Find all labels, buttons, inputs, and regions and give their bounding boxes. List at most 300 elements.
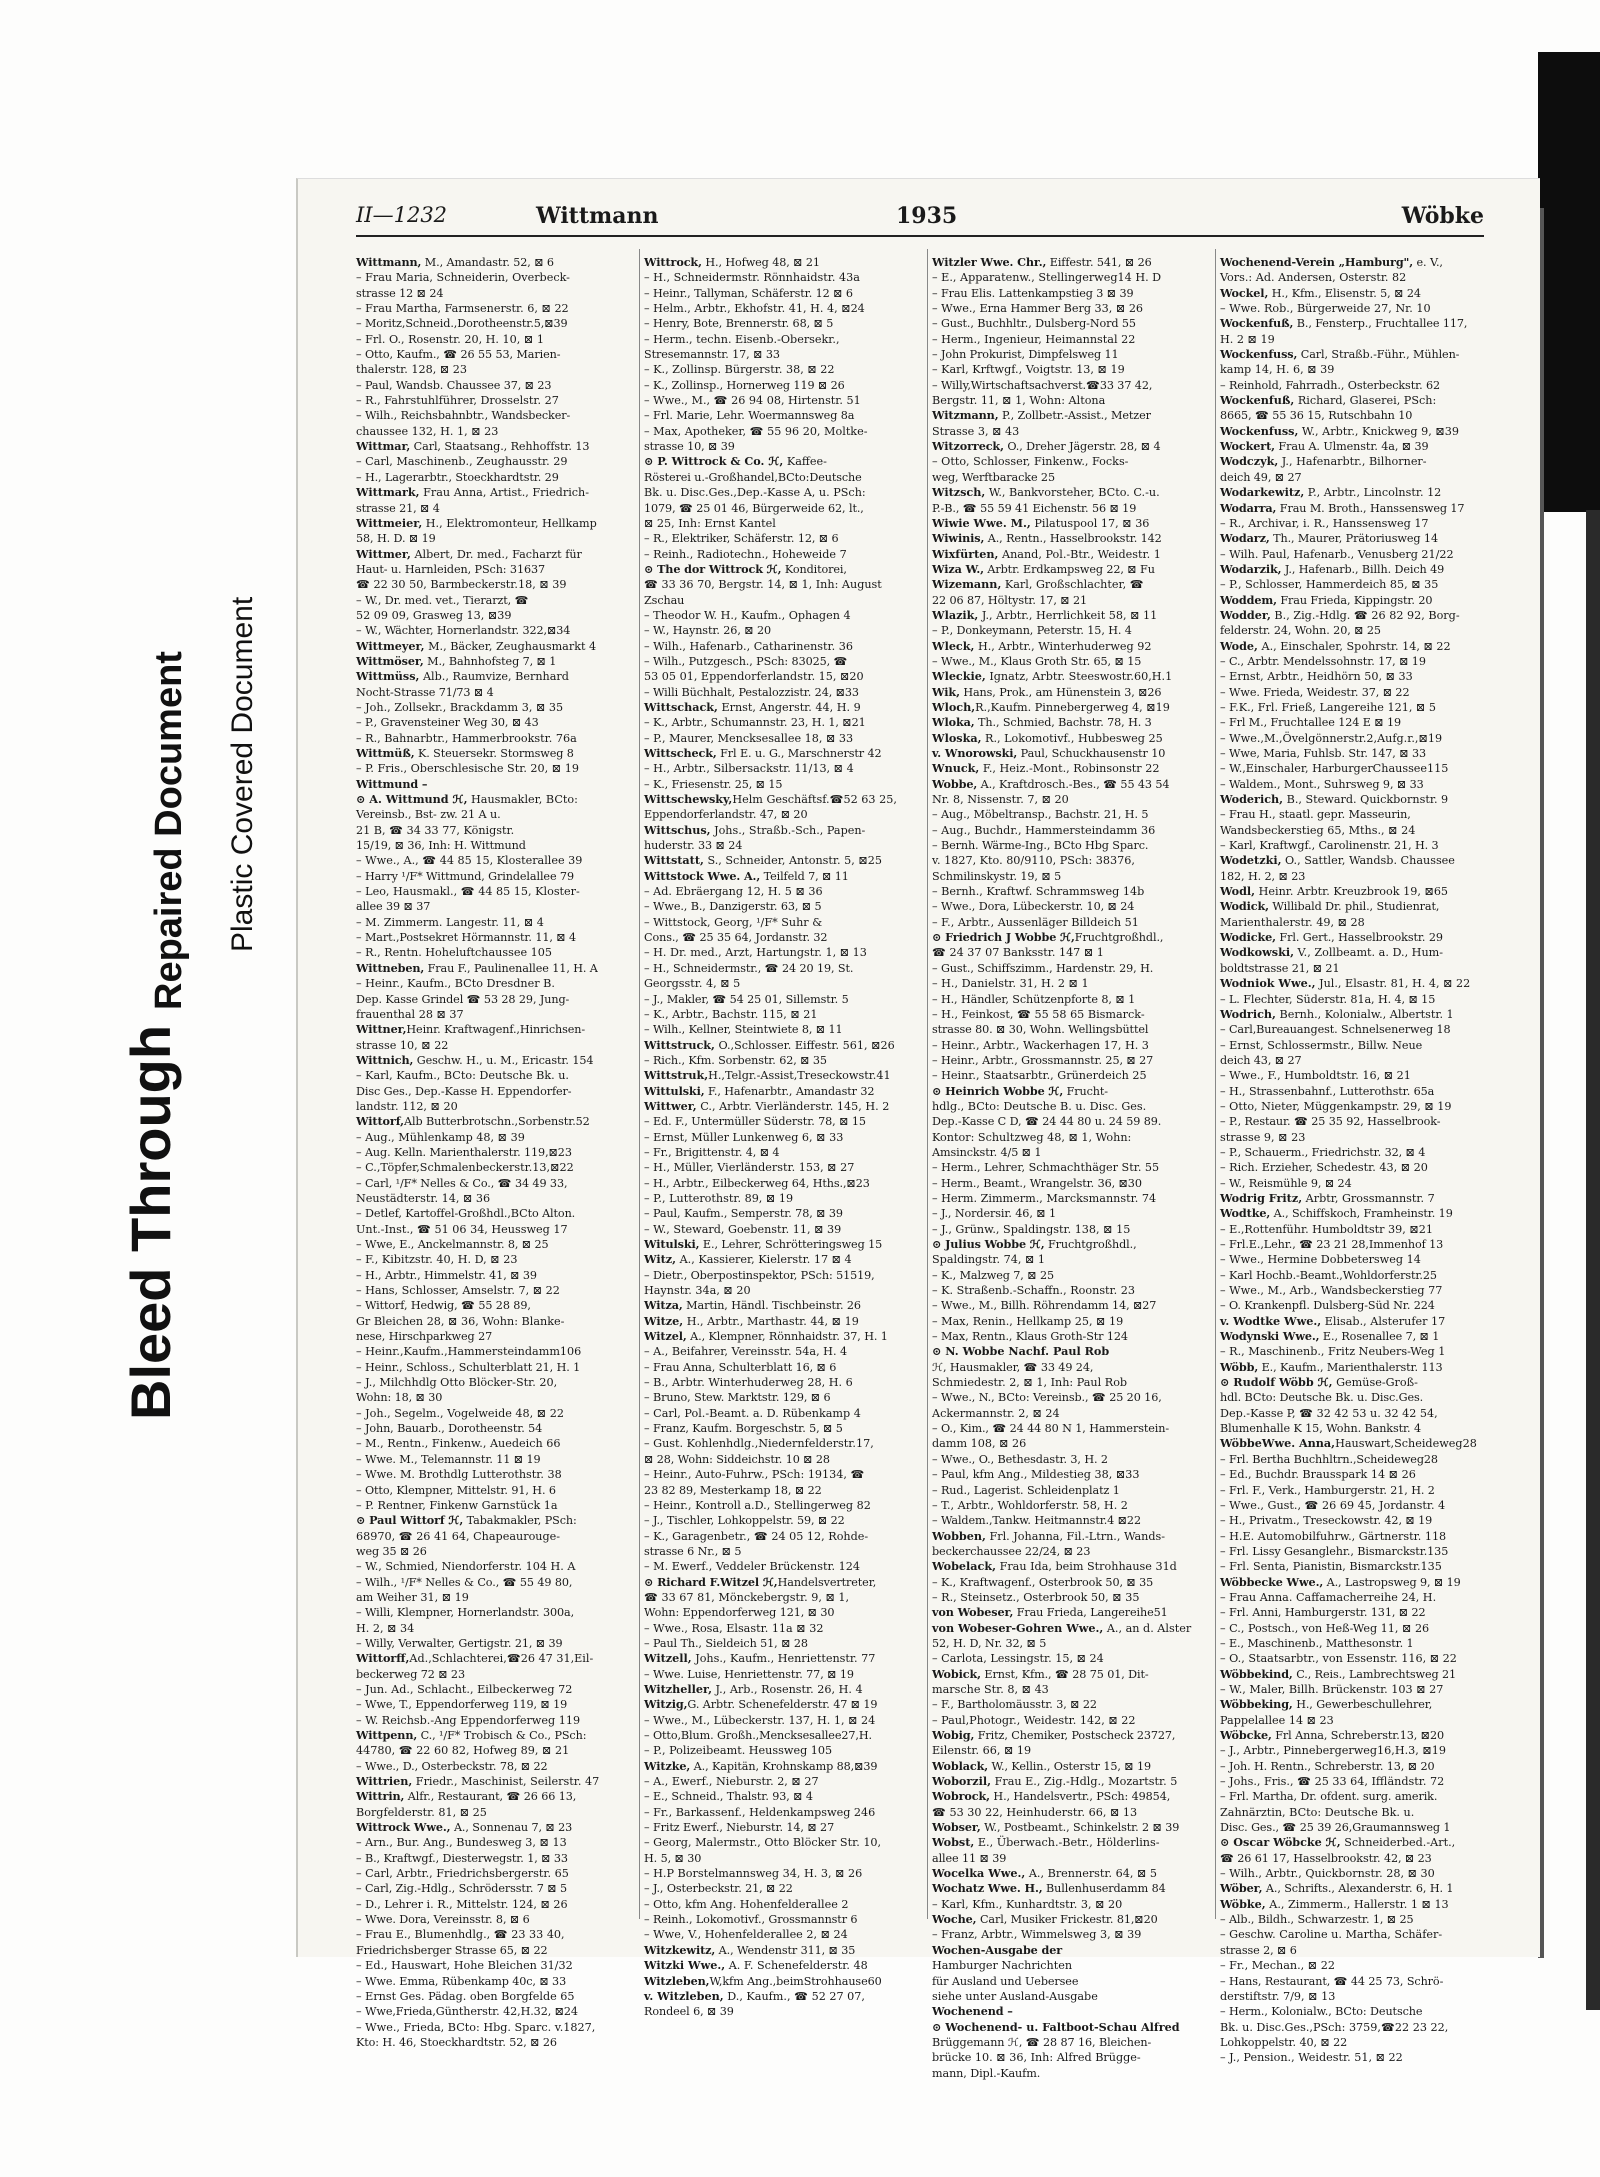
directory-entry-line: – J., Pension., Weidestr. 51, ⊠ 22	[1220, 2051, 1403, 2065]
directory-entry-line: – Wwe, Maria, Fuhlsb. Str. 147, ⊠ 33	[1220, 747, 1426, 760]
directory-entry-line: – F., Bartholomäusstr. 3, ⊠ 22	[932, 1698, 1097, 1712]
directory-entry-line: ⊙ Heinrich Wobbe ℋ, Frucht-	[932, 1083, 1108, 1098]
entry-surname: Wodczyk,	[1220, 454, 1279, 469]
directory-entry-line: – Carl, ¹/F* Nelles & Co., ☎ 34 49 33,	[356, 1176, 568, 1190]
directory-entry-line: Wlazik, J., Arbtr., Herrlichkeit 58, ⊠ 11	[932, 607, 1158, 622]
directory-entry-line: felderstr. 24, Wohn. 20, ⊠ 25	[1220, 624, 1381, 638]
directory-entry-line: – Heinr., Tallyman, Schäferstr. 12 ⊠ 6	[644, 286, 853, 300]
directory-entry-line: – Carl, Pol.-Beamt. a. D. Rübenkamp 4	[644, 1406, 861, 1420]
directory-entry-line: ⊙ Friedrich J Wobbe ℋ,Fruchtgroßhdl.,	[932, 930, 1164, 945]
directory-entry-line: – H., Arbtr., Silbersackstr. 11/13, ⊠ 4	[644, 762, 854, 776]
directory-entry-line: Witza, Martin, Händl. Tischbeinstr. 26	[644, 1298, 861, 1313]
directory-entry-line: – W., Steward, Goebenstr. 11, ⊠ 39	[644, 1222, 842, 1236]
directory-entry-line: – P., Gravensteiner Weg 30, ⊠ 43	[356, 716, 539, 730]
directory-entry-line: – Carl, Maschinenb., Zeughausstr. 29	[356, 455, 568, 469]
directory-entry-line: – R., Archivar, i. R., Hanssensweg 17	[1220, 516, 1429, 530]
directory-entry-line: – C., Postsch., von Heß-Weg 11, ⊠ 26	[1220, 1621, 1430, 1635]
directory-entry-line: – J., Arbtr., Pinnebergerweg16,H.3, ⊠19	[1220, 1744, 1447, 1758]
entry-surname: Wleckie,	[932, 669, 986, 684]
directory-entry-line: – Carl, Zig.-Hdlg., Schrödersstr. 7 ⊠ 5	[356, 1882, 567, 1896]
directory-entry-line: derstiftstr. 7/9, ⊠ 13	[1220, 1989, 1336, 2003]
directory-entry-line: – R., Bahnarbtr., Hammerbrookstr. 76a	[356, 731, 577, 745]
directory-entry-line: von Wobeser, Frau Frieda, Langereihe51	[932, 1605, 1168, 1620]
directory-entry-line: – Frau E., Blumenhdlg., ☎ 23 33 40,	[356, 1928, 565, 1942]
entry-surname: Wittrock,	[644, 255, 702, 269]
entry-surname: Wodarra,	[1220, 500, 1277, 515]
entry-surname: Wobig,	[932, 1728, 975, 1742]
directory-entry-line: Wittneben, Frau F., Paulinenallee 11, H. A	[356, 960, 598, 975]
directory-entry-line: – Otto, Nieter, Müggenkampstr. 29, ⊠ 19	[1220, 1099, 1452, 1113]
entry-surname: Wöbbekind,	[1220, 1666, 1293, 1681]
directory-entry-line: Dep.-Kasse C D, ☎ 24 44 80 u. 24 59 89.	[932, 1115, 1162, 1129]
directory-entry-line: – W., Dr. med. vet., Tierarzt, ☎	[356, 593, 529, 607]
entry-surname: Wodicke,	[1220, 930, 1276, 945]
directory-entry-line: Wodl, Heinr. Arbtr. Kreuzbrook 19, ⊠65	[1220, 884, 1449, 899]
directory-entry-line: – H., Händler, Schützenpforte 8, ⊠ 1	[932, 992, 1136, 1006]
directory-entry-line: Wochenend-Verein „Hamburg", e. V.,	[1220, 255, 1443, 269]
directory-entry-line: strasse 12 ⊠ 24	[356, 286, 444, 300]
directory-entry-line: ⊙ Richard F.Witzel ℋ,Handelsvertreter,	[644, 1574, 877, 1589]
directory-entry-line: – John, Bauarb., Dorotheenstr. 54	[356, 1422, 543, 1436]
directory-entry-line: Wittorf,Alb Butterbrotschn.,Sorbenstr.52	[356, 1114, 590, 1129]
directory-entry-line: Vereinsb., Bst- zw. 21 A u.	[356, 808, 501, 822]
directory-entry-line: – M. Zimmerm. Langestr. 11, ⊠ 4	[356, 915, 544, 929]
directory-entry-line: – Ernst Ges. Pädag. oben Borgfelde 65	[356, 1989, 575, 2003]
directory-entry-line: – Karl Hochb.-Beamt.,Wohldorferstr.25	[1220, 1268, 1437, 1282]
directory-entry-line: Wittrock Wwe., A., Sonnenau 7, ⊠ 23	[356, 1820, 573, 1835]
entry-surname: Wode,	[1220, 638, 1258, 653]
directory-entry-line: Disc. Ges., ☎ 25 39 26,Graumannsweg 1	[1220, 1821, 1451, 1835]
entry-surname: Wobbe,	[932, 776, 978, 791]
directory-entry-line: – J., Tischler, Lohkoppelstr. 59, ⊠ 22	[644, 1514, 845, 1528]
directory-entry-line: – Max, Apotheker, ☎ 55 96 20, Moltke-	[644, 424, 868, 438]
directory-entry-line: – Willi, Klempner, Hornerlandstr. 300a,	[356, 1606, 575, 1620]
directory-entry-line: – R., Rentn. Hoheluftchaussee 105	[356, 946, 553, 960]
directory-page	[296, 178, 1540, 2080]
directory-entry-line: – M., Rentn., Finkenw., Auedeich 66	[356, 1437, 561, 1451]
directory-entry-line: – Willy, Verwalter, Gertigstr. 21, ⊠ 39	[356, 1636, 563, 1650]
directory-entry-line: – Frl. Anni, Hamburgerstr. 131, ⊠ 22	[1220, 1606, 1426, 1620]
directory-entry-line: – H., Danielstr. 31, H. 2 ⊠ 1	[932, 977, 1089, 991]
entry-surname: Wloch,	[932, 699, 976, 714]
directory-entry-line: 52 09 09, Grasweg 13, ⊠39	[356, 608, 512, 622]
directory-entry-line: Wockenfuss, W., Arbtr., Knickweg 9, ⊠39	[1220, 423, 1459, 438]
directory-entry-line: Wockenfuss, Carl, Straßb.-Führ., Mühlen-	[1220, 347, 1460, 362]
directory-entry-line: – Wwe. Emma, Rübenkamp 40c, ⊠ 33	[356, 1974, 567, 1988]
directory-entry-line: 8665, ☎ 55 36 15, Rutschbahn 10	[1220, 409, 1413, 423]
directory-entry-line: – Wwe.,M.,Övelgönnerstr.2,Aufg.r.,⊠19	[1220, 731, 1443, 745]
directory-entry-line: strasse 21, ⊠ 4	[356, 501, 440, 515]
directory-entry-line: – Ernst, Arbtr., Heidhörn 50, ⊠ 33	[1220, 670, 1413, 684]
directory-entry-line: – Wwe., Dora, Lübeckerstr. 10, ⊠ 24	[932, 900, 1135, 914]
directory-entry-line: Wittrock, H., Hofweg 48, ⊠ 21	[644, 255, 820, 269]
column-2	[644, 255, 926, 2019]
entry-surname: v. Witzleben,	[644, 1988, 724, 2003]
directory-entry-line: Wöbbecke Wwe., A., Lastropsweg 9, ⊠ 19	[1220, 1574, 1461, 1589]
directory-entry-line: Wleckie, Ignatz, Arbtr. Steeswostr.60,H.1	[932, 669, 1173, 684]
directory-entry-line: Rondeel 6, ⊠ 39	[644, 2005, 734, 2019]
directory-entry-line: – H., Arbtr., Eilbeckerweg 64, Hths.,⊠23	[644, 1176, 870, 1190]
directory-entry-line: – Rich. Erzieher, Schedestr. 43, ⊠ 20	[1220, 1161, 1428, 1175]
directory-entry-line: – A., Ewerf., Nieburstr. 2, ⊠ 27	[644, 1775, 819, 1789]
directory-entry-line: – Wittorf, Hedwig, ☎ 55 28 89,	[356, 1299, 531, 1313]
directory-entry-line: – Frl. F., Verk., Hamburgerstr. 21, H. 2	[1220, 1483, 1435, 1497]
directory-entry-line: – C.,Töpfer,Schmalenbeckerstr.13,⊠22	[356, 1161, 574, 1175]
entry-surname: Wochenend-Verein „Hamburg",	[1220, 255, 1414, 269]
directory-entry-line: – Franz, Kaufm. Borgeschstr. 5, ⊠ 5	[644, 1422, 843, 1436]
directory-entry-line: – L. Flechter, Süderstr. 81a, H. 4, ⊠ 15	[1220, 992, 1436, 1006]
directory-entry-line: beckerweg 72 ⊠ 23	[356, 1667, 465, 1681]
directory-entry-line: strasse 9, ⊠ 23	[1220, 1130, 1306, 1144]
directory-entry-line: – Reinh., Lokomotivf., Grossmannstr 6	[644, 1913, 858, 1927]
directory-entry-line: – Wwe., O., Bethesdastr. 3, H. 2	[932, 1452, 1108, 1466]
directory-entry-line: – Ed., Buchdr. Brausspark 14 ⊠ 26	[1220, 1468, 1416, 1482]
directory-entry-line: – Frl. Lissy Gesanglehr., Bismarckstr.135	[1220, 1544, 1449, 1558]
entry-surname: ⊙ A. Wittmund ℋ,	[356, 792, 468, 807]
entry-surname: ⊙ Paul Wittorf ℋ,	[356, 1513, 464, 1528]
directory-entry-line: Wockert, Frau A. Ulmenstr. 4a, ⊠ 39	[1220, 439, 1429, 454]
directory-entry-line: – P., Restaur. ☎ 25 35 92, Hasselbrook-	[1220, 1115, 1441, 1129]
entry-surname: Wockel,	[1220, 285, 1269, 300]
directory-entry-line: – Arn., Bur. Ang., Bundesweg 3, ⊠ 13	[356, 1836, 567, 1850]
directory-entry-line: – K., Arbtr., Schumannstr. 23, H. 1, ⊠21	[644, 716, 866, 730]
directory-entry-line: – J., Makler, ☎ 54 25 01, Sillemstr. 5	[644, 992, 849, 1006]
entry-surname: von Wobeser,	[932, 1605, 1014, 1620]
directory-entry-line: Wodrig Fritz, Arbtr, Grossmannstr. 7	[1220, 1190, 1435, 1205]
directory-entry-line: – Karl, Krftwgf., Voigtstr. 13, ⊠ 19	[932, 363, 1125, 377]
entry-surname: Wodarz,	[1220, 531, 1270, 546]
directory-entry-line: P.-B., ☎ 55 59 41 Eichenstr. 56 ⊠ 19	[932, 501, 1137, 515]
directory-entry-line: – T., Arbtr., Wohldorferstr. 58, H. 2	[932, 1498, 1128, 1512]
entry-surname: Wochenend –	[932, 2004, 1013, 2019]
directory-entry-line: – J., Nordersir. 46, ⊠ 1	[932, 1207, 1056, 1221]
entry-surname: Wodder,	[1220, 607, 1271, 622]
column-3	[932, 255, 1214, 2080]
directory-entry-line: Wittulski, F., Hafenarbtr., Amandastr 32	[644, 1083, 875, 1098]
entry-surname: Witzheller,	[644, 1681, 712, 1696]
directory-entry-line: strasse 10, ⊠ 39	[644, 440, 735, 454]
directory-entry-line: mann, Dipl.-Kaufm.	[932, 2066, 1041, 2080]
directory-entry-line: Witzsch, W., Bankvorsteher, BCto. C.-u.	[932, 485, 1160, 500]
directory-entry-line: – F., Arbtr., Aussenläger Billdeich 51	[932, 915, 1139, 929]
directory-entry-line: – W., Maler, Billh. Brückenstr. 103 ⊠ 27	[1220, 1682, 1444, 1696]
entry-surname: Wittmeier,	[356, 515, 423, 530]
directory-entry-line: – P., Donkeymann, Peterstr. 15, H. 4	[932, 624, 1132, 638]
directory-entry-line: – B., Arbtr. Winterhuderweg 28, H. 6	[644, 1376, 853, 1390]
entry-surname: Wizemann,	[932, 577, 1002, 592]
header-rule	[356, 235, 1484, 237]
directory-entry-line: – Rud., Lagerist. Schleidenplatz 1	[932, 1483, 1120, 1497]
entry-surname: von Wobeser-Gohren Wwe.,	[932, 1620, 1104, 1635]
entry-surname: Wobser,	[932, 1820, 981, 1835]
directory-entry-line: – Frl. O., Rosenstr. 20, H. 10, ⊠ 1	[356, 332, 544, 346]
directory-entry-line: weg 35 ⊠ 26	[356, 1544, 427, 1558]
directory-entry-line: – Waldem.,Tankw. Heitmannstr.4 ⊠22	[932, 1514, 1141, 1528]
directory-entry-line: – P. Rentner, Finkenw Garnstück 1a	[356, 1498, 558, 1512]
directory-entry-line: – W., Schmied, Niendorferstr. 104 H. A	[356, 1560, 576, 1574]
entry-surname: Wittschus,	[644, 822, 711, 837]
entry-surname: ⊙ Heinrich Wobbe ℋ,	[932, 1083, 1064, 1098]
directory-entry-line: Eilenstr. 66, ⊠ 19	[932, 1744, 1032, 1758]
directory-entry-line: – K., Garagenbetr., ☎ 24 05 12, Rohde-	[644, 1529, 869, 1543]
directory-entry-line: huderstr. 33 ⊠ 24	[644, 839, 743, 853]
directory-entry-line: – Mart.,Postsekret Hörmannstr. 11, ⊠ 4	[356, 931, 577, 945]
entry-surname: v. Wnorowski,	[932, 746, 1018, 760]
directory-entry-line: Wittstruk,H.,Telgr.-Assist,Treseckowstr.41	[644, 1068, 891, 1083]
directory-entry-line: Wobser, W., Postbeamt., Schinkelstr. 2 ⊠ 39	[932, 1820, 1180, 1835]
directory-entry-line: Bk. u. Disc.Ges.,PSch: 3759,☎22 23 22,	[1220, 2020, 1449, 2034]
directory-entry-line: Wohn: 18, ⊠ 30	[356, 1391, 443, 1405]
entry-surname: Wockenfuß,	[1220, 393, 1295, 408]
entry-surname: Wobst,	[932, 1835, 975, 1850]
directory-entry-line: H. 2 ⊠ 19	[1220, 332, 1275, 346]
entry-surname: Witz,	[644, 1252, 677, 1267]
directory-entry-line: – A., Beifahrer, Vereinsstr. 54a, H. 4	[644, 1345, 848, 1359]
directory-entry-line: – Theodor W. H., Kaufm., Ophagen 4	[644, 608, 851, 622]
directory-entry-line: – O. Krankenpfl. Dulsberg-Süd Nr. 224	[1220, 1299, 1435, 1313]
entry-surname: ⊙ Richard F.Witzel ℋ,	[644, 1574, 778, 1589]
directory-entry-line: – K., Kraftwagenf., Osterbrook 50, ⊠ 35	[932, 1575, 1154, 1589]
directory-entry-line: 53 05 01, Eppendorferlandstr. 15, ⊠20	[644, 670, 864, 684]
directory-entry-line: ⊠ 28, Wohn: Siddeichstr. 10 ⊠ 28	[644, 1452, 830, 1466]
directory-entry-line: – R., Elektriker, Schäferstr. 12, ⊠ 6	[644, 532, 839, 546]
directory-entry-line: – Wittstock, Georg, ¹/F* Suhr &	[644, 915, 823, 929]
directory-entry-line: Wöber, A., Schrifts., Alexanderstr. 6, H. 1	[1220, 1881, 1454, 1896]
directory-entry-line: Wobrock, H., Handelsvertr., PSch: 49854,	[932, 1789, 1171, 1804]
entry-surname: Wittmüss,	[356, 669, 420, 684]
directory-entry-line: – Bruno, Stew. Marktstr. 129, ⊠ 6	[644, 1391, 831, 1405]
directory-entry-line: Gr Bleichen 28, ⊠ 36, Wohn: Blanke-	[356, 1314, 565, 1328]
directory-entry-line: – Hans, Schlosser, Amselstr. 7, ⊠ 22	[356, 1284, 560, 1298]
directory-entry-line: – Frau Martha, Farmsenerstr. 6, ⊠ 22	[356, 302, 569, 316]
entry-surname: Wittrin,	[356, 1789, 405, 1804]
entry-surname: Wittstruck,	[644, 1037, 715, 1052]
entry-surname: Witzmann,	[932, 408, 999, 423]
directory-entry-line: Wittmeyer, M., Bäcker, Zeughausmarkt 4	[356, 638, 597, 653]
directory-entry-line: – R., Fahrstuhlführer, Drosselstr. 27	[356, 394, 559, 408]
directory-entry-line: Wobick, Ernst, Kfm., ☎ 28 75 01, Dit-	[932, 1666, 1149, 1681]
entry-surname: Wodtke,	[1220, 1206, 1271, 1221]
directory-entry-line: Wodarz, Th., Maurer, Prätoriusweg 14	[1220, 531, 1438, 546]
directory-entry-line: – W. Reichsb.-Ang Eppendorferweg 119	[356, 1713, 581, 1727]
entry-surname: ⊙ Friedrich J Wobbe ℋ,	[932, 930, 1075, 945]
entry-surname: Wik,	[932, 684, 960, 699]
entry-surname: Wittrien,	[356, 1774, 413, 1789]
directory-entry-line: 44780, ☎ 22 60 82, Hofweg 89, ⊠ 21	[356, 1744, 570, 1758]
directory-entry-line: – Ed. F., Untermüller Süderstr. 78, ⊠ 15	[644, 1115, 866, 1129]
entry-surname: v. Wodtke Wwe.,	[1220, 1313, 1322, 1328]
directory-entry-line: – R., Steinsetz., Osterbrook 50, ⊠ 35	[932, 1590, 1140, 1604]
directory-entry-line: Wöbcke, Frl Anna, Schreberstr.13, ⊠20	[1220, 1728, 1444, 1742]
directory-entry-line: 182, H. 2, ⊠ 23	[1220, 869, 1306, 883]
directory-entry-line: Vors.: Ad. Andersen, Osterstr. 82	[1220, 271, 1407, 285]
entry-surname: Wobben,	[932, 1528, 986, 1543]
entry-surname: Witza,	[644, 1298, 683, 1313]
entry-surname: Wittner,	[356, 1022, 407, 1037]
directory-entry-line: hdlg., BCto: Deutsche B. u. Disc. Ges.	[932, 1099, 1147, 1113]
entry-surname: Wodkowski,	[1220, 945, 1294, 960]
directory-entry-line: ⊙ P. Wittrock & Co. ℋ, Kaffee-	[644, 454, 827, 469]
directory-entry-line: – Herm., techn. Eisenb.-Obersekr.,	[644, 332, 840, 346]
directory-entry-line: kamp 14, H. 6, ⊠ 39	[1220, 363, 1335, 377]
directory-entry-line: – Wilh., Putzgesch., PSch: 83025, ☎	[644, 654, 848, 668]
directory-entry-line: – Fr., Barkassenf., Heldenkampsweg 246	[644, 1805, 876, 1819]
directory-entry-line: – D., Lehrer i. R., Mittelstr. 124, ⊠ 26	[356, 1897, 568, 1911]
entry-surname: Wodrich,	[1220, 1006, 1276, 1021]
directory-entry-line: – P., Schlosser, Hammerdeich 85, ⊠ 35	[1220, 578, 1439, 592]
directory-entry-line: ⊙ Rudolf Wöbb ℋ, Gemüse-Groß-	[1220, 1375, 1418, 1390]
directory-entry-line: – Gust. Kohlenhdlg.,Niedernfelderstr.17,	[644, 1437, 874, 1451]
directory-entry-line: – Wwe. Dora, Vereinsstr. 8, ⊠ 6	[356, 1913, 530, 1927]
directory-entry-line: Wodarzik, J., Hafenarb., Billh. Deich 49	[1220, 561, 1445, 576]
directory-entry-line: – Fr., Mechan., ⊠ 22	[1220, 1959, 1335, 1973]
directory-entry-line: Wobig, Fritz, Chemiker, Postscheck 23727,	[932, 1728, 1176, 1742]
directory-entry-line: Hamburger Nachrichten	[932, 1959, 1073, 1973]
directory-entry-line: – Frau Elis. Lattenkampstieg 3 ⊠ 39	[932, 286, 1134, 300]
directory-entry-line: Wöbke, A., Zimmerm., Hallerstr. 1 ⊠ 13	[1220, 1896, 1449, 1911]
directory-entry-line: – Jun. Ad., Schlacht., Eilbeckerweg 72	[356, 1682, 573, 1696]
directory-entry-line: – Carlota, Lessingstr. 15, ⊠ 24	[932, 1652, 1104, 1666]
directory-entry-line: – Paul, kfm Ang., Mildestieg 38, ⊠33	[932, 1468, 1140, 1482]
directory-entry-line: – Herm., Beamt., Wrangelstr. 36, ⊠30	[932, 1176, 1142, 1190]
directory-entry-line: Wodetzki, O., Sattler, Wandsb. Chaussee	[1220, 853, 1455, 868]
directory-entry-line: 52, H. D, Nr. 32, ⊠ 5	[932, 1636, 1047, 1650]
directory-entry-line: – Ed., Hauswart, Hohe Bleichen 31/32	[356, 1959, 573, 1973]
directory-entry-line: ☎ 26 61 17, Hasselbrookstr. 42, ⊠ 23	[1220, 1851, 1432, 1865]
directory-entry-line: – Dietr., Oberpostinspektor, PSch: 51519,	[644, 1268, 875, 1282]
entry-surname: Wiza W.,	[932, 561, 984, 576]
directory-entry-line	[932, 1344, 1214, 1359]
directory-entry-line: – Wwe., Gust., ☎ 26 69 45, Jordanstr. 4	[1220, 1498, 1446, 1512]
directory-entry-line: Pappelallee 14 ⊠ 23	[1220, 1713, 1334, 1727]
directory-entry-line: – Carl,Bureauangest. Schnelsenerweg 18	[1220, 1023, 1451, 1037]
directory-entry-line: Dep.-Kasse P, ☎ 32 42 53 u. 32 42 54,	[1220, 1406, 1438, 1420]
directory-entry-line: Woborzil, Frau E., Zig.-Hdlg., Mozartstr. 5	[932, 1774, 1178, 1789]
directory-entry-line: strasse 6 Nr., ⊠ 5	[644, 1544, 742, 1558]
entry-surname: Wodynski Wwe.,	[1220, 1329, 1320, 1344]
directory-entry-line: – W., Wächter, Hornerlandstr. 322,⊠34	[356, 624, 571, 638]
entry-surname: ⊙ N. Wobbe Nachf. Paul Rob	[932, 1344, 1110, 1359]
directory-entry-line: – E.,Rottenführ. Humboldtstr 39, ⊠21	[1220, 1222, 1433, 1236]
entry-surname: Wodarzik,	[1220, 561, 1282, 576]
header-first-name: Wittmann	[536, 203, 659, 229]
entry-surname: Wobelack,	[932, 1559, 997, 1574]
directory-entry-line: ⊙ The dor Wittrock ℋ, Konditorei,	[644, 561, 847, 576]
header-year: 1935	[896, 203, 958, 229]
entry-surname: Woddem,	[1220, 592, 1277, 607]
directory-entry-line: – Wwe., B., Danzigerstr. 63, ⊠ 5	[644, 900, 822, 914]
directory-entry-line: Wloka, Th., Schmied, Bachstr. 78, H. 3	[932, 715, 1152, 730]
entry-surname: Woderich,	[1220, 792, 1284, 807]
directory-entry-line: beckerchaussee 22/24, ⊠ 23	[932, 1544, 1091, 1558]
directory-entry-line: Strasse 3, ⊠ 43	[932, 424, 1020, 438]
entry-surname: Wodarkewitz,	[1220, 485, 1305, 500]
plastic-covered-label: Plastic Covered Document	[226, 596, 259, 952]
directory-entry-line: Wobbe, A., Kraftdrosch.-Bes., ☎ 55 43 54	[932, 776, 1170, 791]
entry-surname: ⊙ Oscar Wöbcke ℋ,	[1220, 1835, 1341, 1850]
directory-entry-line: Rösterei u.-Großhandel,BCto:Deutsche	[644, 470, 862, 484]
directory-entry-line: – Frau Maria, Schneiderin, Overbeck-	[356, 271, 570, 285]
directory-entry-line: Dep. Kasse Grindel ☎ 53 28 29, Jung-	[356, 992, 570, 1006]
entry-surname: WöbbeWwe. Anna,	[1220, 1436, 1336, 1451]
entry-surname: Wocelka Wwe.,	[932, 1866, 1026, 1881]
directory-entry-line: – Wwe., F., Humboldtstr. 16, ⊠ 21	[1220, 1069, 1411, 1083]
directory-entry-line: ℋ, Hausmakler, ☎ 33 49 24,	[932, 1360, 1094, 1374]
directory-entry-line: Wittorff,Ad.,Schlachterei,☎26 47 31,Eil-	[356, 1651, 594, 1666]
directory-entry-line: – Wwe. M. Brothdlg Lutterothstr. 38	[356, 1468, 562, 1482]
entry-surname: Wnuck,	[932, 761, 980, 776]
directory-entry-line: – Wwe., N., BCto: Vereinsb., ☎ 25 20 16,	[932, 1391, 1162, 1405]
directory-entry-line: – M. Ewerf., Veddeler Brückenstr. 124	[644, 1560, 861, 1574]
directory-entry-line: – Wwe, E., Anckelmannstr. 8, ⊠ 25	[356, 1238, 549, 1251]
directory-entry-line: – Gust., Buchhltr., Dulsberg-Nord 55	[932, 317, 1136, 331]
entry-surname: Witzleben,	[644, 1973, 710, 1988]
entry-surname: Wittmöser,	[356, 653, 424, 668]
directory-entry-line: – H., Schneidermstr. Rönnhaidstr. 43a	[644, 271, 860, 285]
entry-surname: Wobick,	[932, 1666, 981, 1681]
directory-entry-line: – Waldem., Mont., Suhrsweg 9, ⊠ 33	[1220, 777, 1424, 791]
directory-entry-line: Wöbb, E., Kaufm., Marienthalerstr. 113	[1220, 1359, 1443, 1374]
directory-entry-line: – Heinr., Staatsarbtr., Grünerdeich 25	[932, 1069, 1147, 1083]
directory-entry-line: Witzkewitz, A., Wendenstr 311, ⊠ 35	[644, 1942, 856, 1957]
directory-entry-line: – Detlef, Kartoffel-Großhdl.,BCto Alton.	[356, 1207, 576, 1221]
directory-entry-line: – Carl, Arbtr., Friedrichsbergerstr. 65	[356, 1867, 569, 1881]
directory-entry-line: Wodynski Wwe., E., Rosenallee 7, ⊠ 1	[1220, 1329, 1440, 1344]
directory-entry-line: Wleck, H., Arbtr., Winterhuderweg 92	[932, 638, 1152, 653]
directory-entry-line: – Joh., Zollsekr., Brackdamm 3, ⊠ 35	[356, 700, 564, 714]
directory-entry-line: – Frau Anna, Schulterblatt 16, ⊠ 6	[644, 1360, 837, 1374]
directory-entry-line: – Wwe,Frieda,Güntherstr. 42,H.32, ⊠24	[356, 2005, 578, 2019]
directory-entry-line: Wittschus, Johs., Straßb.-Sch., Papen-	[644, 822, 866, 837]
directory-entry-line: deich 43, ⊠ 27	[1220, 1053, 1302, 1067]
entry-surname: Wöber,	[1220, 1881, 1263, 1896]
directory-entry-line: – Wwe, T., Eppendorferweg 119, ⊠ 19	[356, 1698, 568, 1712]
directory-entry-line: – Fr., Brigittenstr. 4, ⊠ 4	[644, 1145, 780, 1159]
entry-surname: Wodniok Wwe.,	[1220, 976, 1316, 991]
directory-entry-line: Witz, A., Kassierer, Kielerstr. 17 ⊠ 4	[644, 1252, 852, 1267]
directory-entry-line: – Wwe. Rob., Bürgerweide 27, Nr. 10	[1220, 302, 1431, 316]
directory-entry-line: strasse 80. ⊠ 30, Wohn. Wellingsbüttel	[932, 1023, 1149, 1037]
directory-entry-line: – Frau Anna. Caffamacherreihe 24, H.	[1220, 1590, 1437, 1604]
directory-entry-line: – H.E. Automobilfuhrw., Gärtnerstr. 118	[1220, 1529, 1447, 1543]
directory-entry-line: Cons., ☎ 25 35 64, Jordanstr. 32	[644, 931, 828, 945]
entry-surname: Wöbbecke Wwe.,	[1220, 1574, 1324, 1589]
directory-entry-line: strasse 10, ⊠ 22	[356, 1038, 449, 1052]
directory-entry-line: 58, H. D. ⊠ 19	[356, 532, 436, 546]
directory-entry-line: – Aug. Kelln. Marienthalerstr. 119,⊠23	[356, 1145, 572, 1159]
scan-dark-corner	[1538, 52, 1600, 512]
directory-entry-line: Wiza W., Arbtr. Erdkampsweg 22, ⊠ Fu	[932, 561, 1155, 576]
directory-entry-line: – W.,Einschaler, HarburgerChaussee115	[1220, 762, 1449, 776]
directory-entry-line: Wik, Hans, Prok., am Hünenstein 3, ⊠26	[932, 684, 1162, 699]
entry-surname: Wochen-Ausgabe der	[932, 1942, 1063, 1957]
directory-entry-line	[932, 2020, 1214, 2035]
directory-entry-line: WöbbeWwe. Anna,Hauswart,Scheideweg28	[1220, 1436, 1477, 1451]
directory-entry-line: H. 5, ⊠ 30	[644, 1851, 702, 1865]
directory-entry-line: frauenthal 28 ⊠ 37	[356, 1007, 464, 1021]
directory-entry-line: Borgfelderstr. 81, ⊠ 25	[356, 1805, 487, 1819]
directory-entry-line: Wizemann, Karl, Großschlachter, ☎	[932, 577, 1144, 592]
entry-surname: ⊙ Julius Wobbe ℋ,	[932, 1237, 1045, 1251]
directory-entry-line: thalerstr. 128, ⊠ 23	[356, 363, 468, 377]
directory-entry-line: – Wwe., M., Lübeckerstr. 137, H. 1, ⊠ 24	[644, 1713, 876, 1727]
directory-entry-line: – Wwe. Luise, Henriettenstr. 77, ⊠ 19	[644, 1667, 854, 1681]
entry-surname: Wittmark,	[356, 485, 420, 500]
directory-entry-line: Wittmüss, Alb., Raumvize, Bernhard	[356, 669, 569, 684]
directory-entry-line: – Johs., Fris., ☎ 25 33 64, Iffländstr. 72	[1220, 1775, 1445, 1789]
entry-surname: Witzig,	[644, 1697, 688, 1712]
directory-entry-line: – Ernst, Schlossermstr., Billw. Neue	[1220, 1038, 1423, 1052]
